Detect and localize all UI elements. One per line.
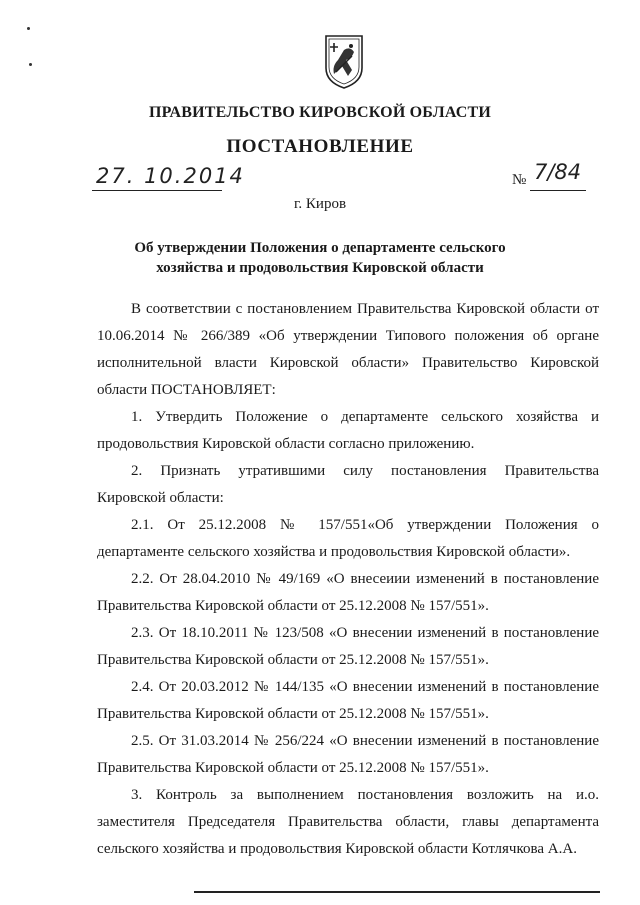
government-title: ПРАВИТЕЛЬСТВО КИРОВСКОЙ ОБЛАСТИ xyxy=(148,104,492,121)
paragraph-item-2-3: 2.3. От 18.10.2011 № 123/508 «О внесении изменений в постановление Правительства Кировской области от 25.12.2008 № 157/551». xyxy=(97,625,599,668)
handwritten-number: 7/84 xyxy=(534,160,582,184)
paragraph-intro: В соответствии с постановлением Правительства Кировской области от 10.06.2014 № 266/389 «Об утверждении Типового положения об органе исполнительной власти Кировской области» Правительство Кировской области ПОСТАНОВЛЯЕТ: xyxy=(97,301,599,398)
document-subject xyxy=(0,238,640,278)
paragraph-item-2-5: 2.5. От 31.03.2014 № 256/224 «О внесении изменений в постановление Правительства Кировской области от 25.12.2008 № 157/551». xyxy=(97,733,599,776)
paragraph-item-3: 3. Контроль за выполнением постановления возложить на и.о. заместителя Председателя Правительства области, главы департамента сельского хозяйства и продовольствия Кировской области Котлячкова А.А. xyxy=(97,787,599,857)
number-underline xyxy=(530,190,586,191)
paragraph-item-2-4: 2.4. От 20.03.2012 № 144/135 «О внесении изменений в постановление Правительства Кировской области от 25.12.2008 № 157/551». xyxy=(97,679,599,722)
scan-speck xyxy=(29,63,32,66)
paragraph-item-2: 2. Признать утратившими силу постановления Правительства Кировской области: xyxy=(97,463,599,506)
handwritten-date: 27. 10.2014 xyxy=(96,164,245,188)
city: г. Киров xyxy=(293,196,347,212)
scan-speck xyxy=(27,27,30,30)
number-label: № xyxy=(512,172,527,188)
subject-line: Об утверждении Положения о департаменте сельского xyxy=(134,240,506,256)
paragraph-item-1: 1. Утвердить Положение о департаменте сельского хозяйства и продовольствия Кировской области согласно приложению. xyxy=(97,409,599,452)
kirov-coat-of-arms-icon xyxy=(324,34,364,90)
subject-line: хозяйства и продовольствия Кировской области xyxy=(156,260,484,276)
paragraph-item-2-1: 2.1. От 25.12.2008 № 157/551«Об утверждении Положения о департаменте сельского хозяйства и продовольствия Кировской области». xyxy=(97,517,599,560)
paragraph-item-2-2: 2.2. От 28.04.2010 № 49/169 «О внесеиии изменений в постановление Правительства Кировской области от 25.12.2008 № 157/551». xyxy=(97,571,599,614)
date-underline xyxy=(92,190,222,191)
bottom-rule xyxy=(194,891,600,893)
document-body xyxy=(97,296,599,863)
document-type: ПОСТАНОВЛЕНИЕ xyxy=(226,136,414,157)
